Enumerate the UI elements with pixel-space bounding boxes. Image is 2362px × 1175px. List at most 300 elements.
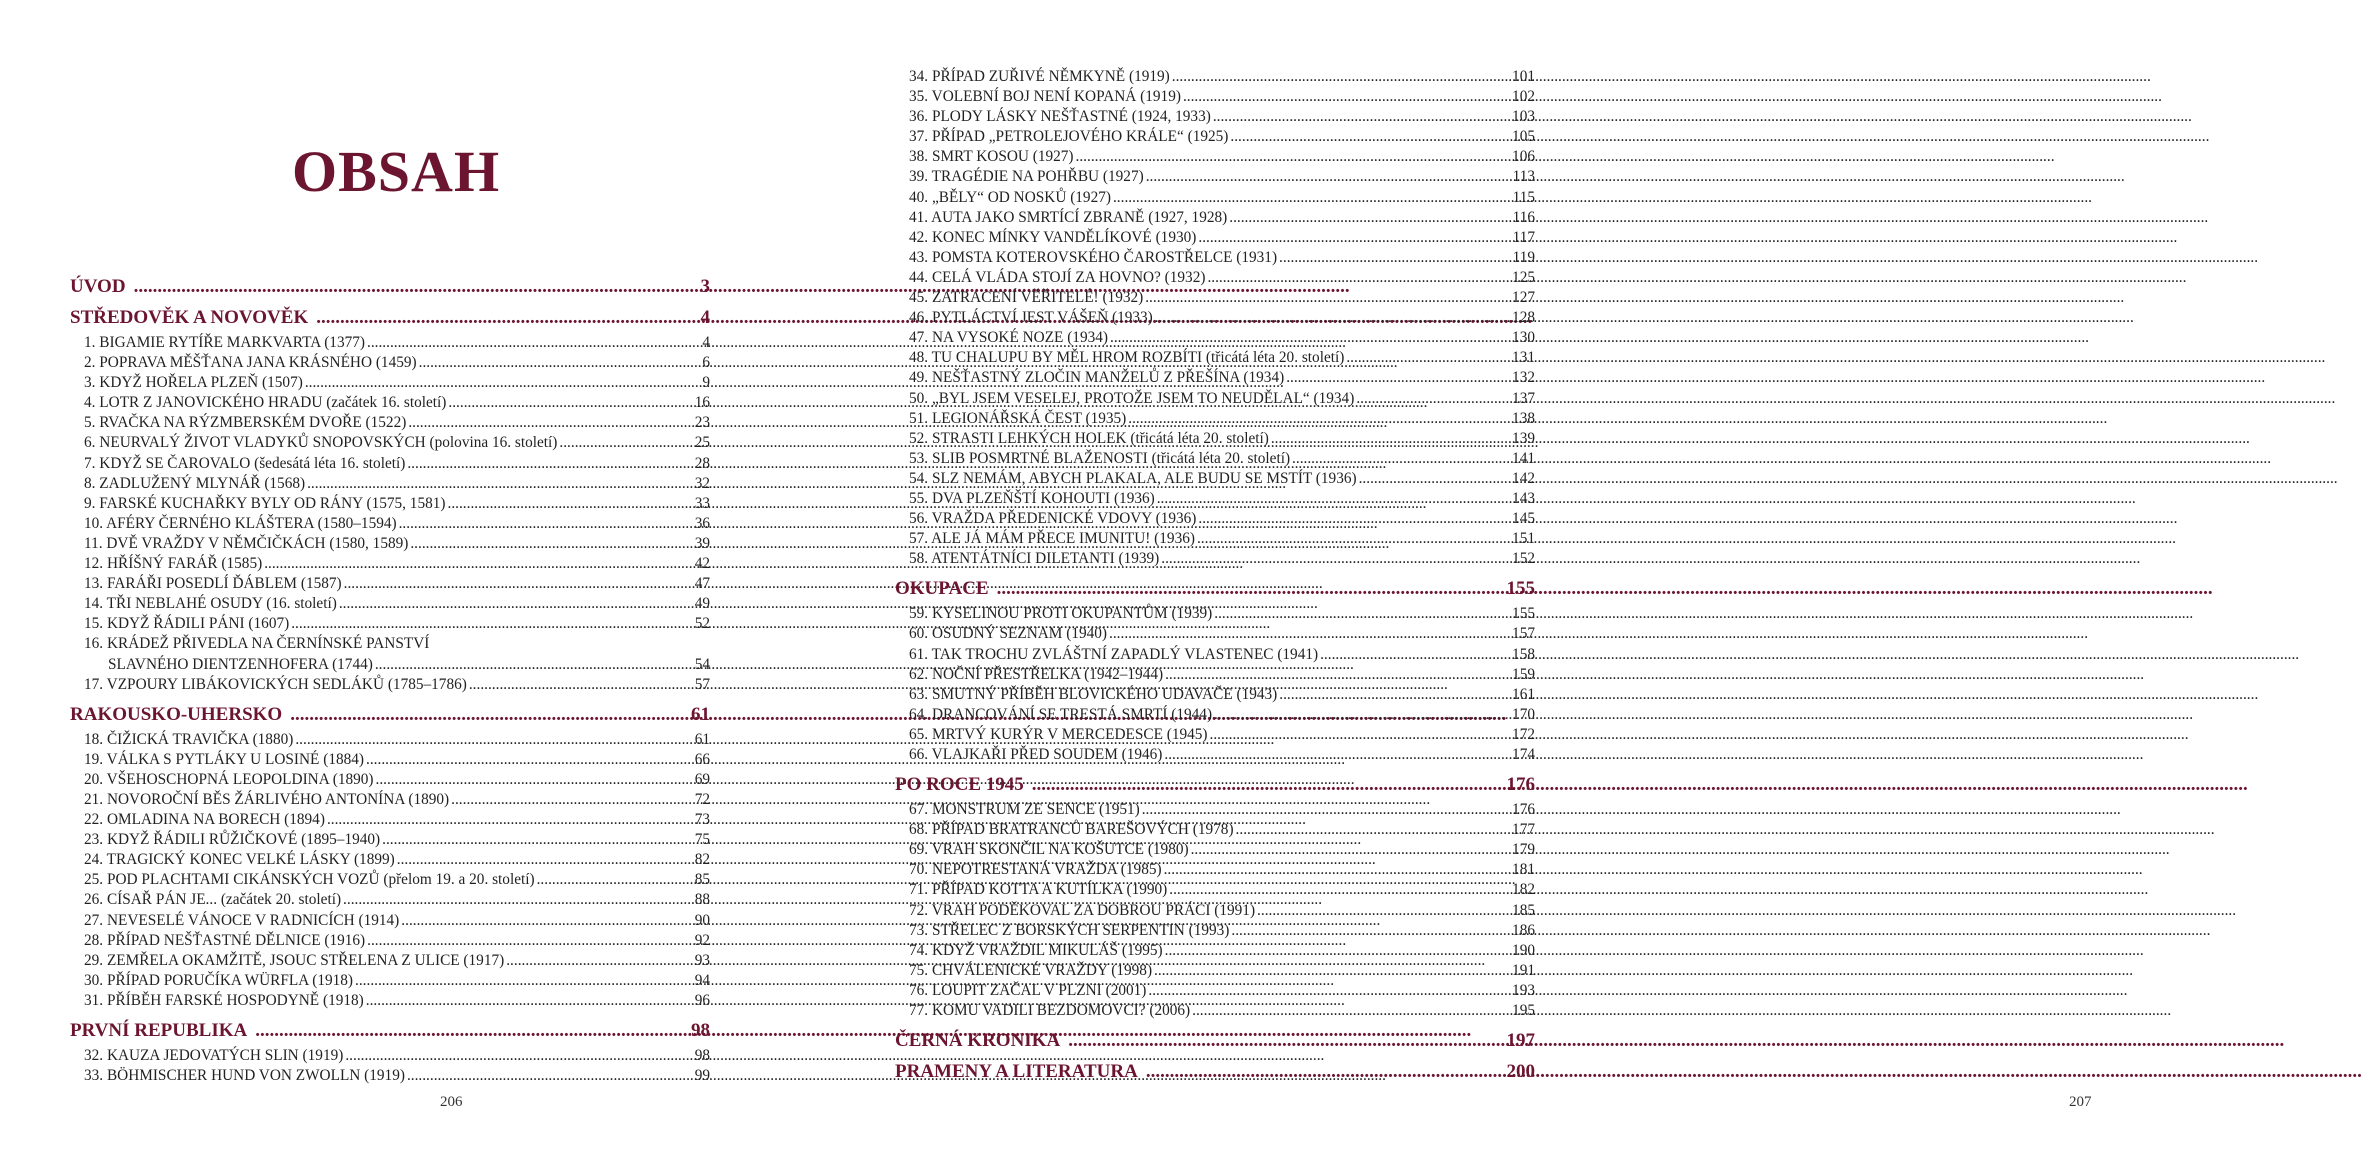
entry-title: 10. AFÉRY ČERNÉHO KLÁŠTERA (1580–1594)	[84, 514, 397, 532]
toc-entry[interactable]	[895, 510, 1535, 530]
toc-entry[interactable]	[895, 490, 1535, 510]
dot-leader	[1165, 942, 1510, 960]
dot-leader	[1068, 1030, 1500, 1052]
page-ref: 66	[694, 750, 710, 768]
dot-leader	[366, 751, 693, 769]
entry-title: 52. STRASTI LEHKÝCH HOLEK (třicátá léta 20. století)	[909, 429, 1269, 447]
toc-entry[interactable]	[895, 746, 1535, 766]
toc-entry[interactable]	[70, 851, 710, 871]
page-ref: 82	[694, 851, 710, 869]
page-ref: 61	[691, 703, 710, 725]
dot-leader	[366, 992, 693, 1010]
entry-title: 23. KDYŽ ŘÁDILI RŮŽIČKOVÉ (1895–1940)	[84, 831, 381, 849]
entry-title: 72. VRAH PODĚKOVAL ZA DOBROU PRÁCI (1991)	[909, 901, 1256, 919]
toc-entry[interactable]	[70, 394, 710, 414]
toc-entry[interactable]	[70, 475, 710, 495]
page-ref: 73	[694, 811, 710, 829]
dot-leader	[305, 374, 701, 392]
page-ref: 143	[1512, 489, 1535, 507]
toc-entry[interactable]	[70, 495, 710, 515]
entry-title: 13. FARÁŘI POSEDLÍ ĎÁBLEM (1587)	[84, 575, 342, 593]
page-ref: 52	[694, 615, 710, 633]
dot-leader	[1128, 410, 1510, 428]
page-ref: 159	[1512, 665, 1535, 683]
dot-leader	[1292, 450, 1510, 468]
page-ref: 182	[1512, 881, 1535, 899]
dot-leader	[376, 771, 693, 789]
toc-entry[interactable]	[895, 189, 1535, 209]
dot-leader	[1346, 349, 1510, 367]
entry-title: 22. OMLADINA NA BORECH (1894)	[84, 811, 325, 829]
entry-title: 49. NEŠŤASTNÝ ZLOČIN MANŽELŮ Z PŘEŠÍNA (1934)	[909, 369, 1285, 387]
dot-leader	[448, 394, 692, 412]
entry-title: 48. TU CHALUPU BY MĚL HROM ROZBÍTI (třicátá léta 20. století)	[909, 349, 1345, 367]
dot-leader	[291, 615, 692, 633]
entry-title: 47. NA VYSOKÉ NOZE (1934)	[909, 329, 1108, 347]
page-ref: 75	[694, 831, 710, 849]
entry-title: 44. CELÁ VLÁDA STOJÍ ZA HOVNO? (1932)	[909, 268, 1206, 286]
dot-leader	[316, 307, 694, 329]
entry-title: 62. NOČNÍ PŘESTŘELKA (1942–1944)	[909, 665, 1164, 683]
dot-leader	[1172, 68, 1510, 86]
toc-entry[interactable]	[895, 148, 1535, 168]
toc-entry[interactable]	[895, 329, 1535, 349]
toc-entry[interactable]	[895, 108, 1535, 128]
toc-entry[interactable]	[70, 515, 710, 535]
entry-title: 51. LEGIONÁŘSKÁ ČEST (1935)	[909, 409, 1127, 427]
toc-entry[interactable]	[70, 1047, 710, 1067]
page-ref: 90	[694, 911, 710, 929]
dot-leader	[339, 595, 693, 613]
entry-title: 20. VŠEHOSCHOPNÁ LEOPOLDINA (1890)	[84, 770, 374, 788]
section-title: ÚVOD	[70, 276, 126, 297]
dot-leader	[375, 656, 693, 674]
page-title: OBSAH	[292, 139, 501, 204]
dot-leader	[419, 354, 701, 372]
toc-entry[interactable]	[895, 470, 1535, 490]
entry-title: 26. CÍSAŘ PÁN JE... (začátek 20. století)	[84, 891, 342, 909]
page-ref: 23	[694, 414, 710, 432]
toc-entry[interactable]	[895, 390, 1535, 410]
toc-entry[interactable]	[70, 455, 710, 475]
page-ref: 151	[1512, 530, 1535, 548]
toc-section[interactable]	[895, 578, 1535, 601]
toc-entry[interactable]	[895, 962, 1535, 982]
dot-leader	[1146, 168, 1511, 186]
page-ref: 193	[1512, 981, 1535, 999]
dot-leader	[1279, 249, 1511, 267]
dot-leader	[1145, 289, 1510, 307]
entry-title: 4. LOTR Z JANOVICKÉHO HRADU (začátek 16. století)	[84, 394, 447, 412]
entry-title: 8. ZADLUŽENÝ MLYNÁŘ (1568)	[84, 474, 306, 492]
page-ref: 3	[700, 276, 710, 297]
entry-title: 14. TŘI NEBLAHÉ OSUDY (16. století)	[84, 595, 337, 613]
page-ref: 98	[691, 1020, 710, 1041]
page-ref: 32	[694, 474, 710, 492]
page-ref: 94	[694, 971, 710, 989]
entry-title: 58. ATENTÁTNÍCI DILETANTI (1939)	[909, 550, 1160, 568]
toc-entry[interactable]	[70, 354, 710, 374]
entry-title: 5. RVAČKA NA RÝZMBERSKÉM DVOŘE (1522)	[84, 414, 407, 432]
entry-title: 39. TRAGÉDIE NA POHŘBU (1927)	[909, 168, 1144, 186]
dot-leader	[1164, 861, 1510, 879]
toc-section[interactable]	[70, 276, 710, 299]
page-ref: 72	[694, 790, 710, 808]
section-title: PRVNÍ REPUBLIKA	[70, 1020, 248, 1041]
page-ref: 197	[1506, 1030, 1535, 1052]
section-title: STŘEDOVĚK A NOVOVĚK	[70, 307, 309, 328]
page-ref: 105	[1512, 128, 1535, 146]
entry-title: 21. NOVOROČNÍ BĚS ŽÁRLIVÉHO ANTONÍNA (1890)	[84, 790, 450, 808]
page-ref: 190	[1512, 941, 1535, 959]
toc-entry[interactable]	[70, 811, 710, 831]
toc-section[interactable]	[70, 1020, 710, 1043]
toc-entry[interactable]	[895, 625, 1535, 645]
entry-title: 28. PŘÍPAD NEŠŤASTNÉ DĚLNICE (1916)	[84, 931, 366, 949]
toc-entry[interactable]	[70, 615, 710, 635]
toc-entry[interactable]	[895, 982, 1535, 1002]
toc-entry[interactable]	[70, 535, 710, 555]
page-ref: 181	[1512, 861, 1535, 879]
page-ref: 131	[1512, 349, 1535, 367]
toc-entry[interactable]	[895, 821, 1535, 841]
toc-entry[interactable]	[895, 369, 1535, 389]
dot-leader	[537, 871, 693, 889]
page-ref: 152	[1512, 550, 1535, 568]
dot-leader	[355, 972, 693, 990]
dot-leader	[1271, 430, 1510, 448]
page-ref: 9	[702, 374, 710, 392]
page-ref: 96	[694, 991, 710, 1009]
toc-entry[interactable]	[70, 912, 710, 932]
entry-title: 73. STŘELEC Z BORSKÝCH SERPENTIN (1993)	[909, 921, 1230, 939]
toc-entry[interactable]	[895, 269, 1535, 289]
page-ref: 85	[694, 871, 710, 889]
dot-leader	[1183, 88, 1510, 106]
page-ref: 25	[694, 434, 710, 452]
toc-entry[interactable]	[895, 1002, 1535, 1022]
entry-title: 77. KOMU VADILI BEZDOMOVCI? (2006)	[909, 1002, 1191, 1020]
toc-entry[interactable]	[895, 209, 1535, 229]
toc-section[interactable]	[895, 774, 1535, 797]
page-ref: 113	[1512, 168, 1535, 186]
dot-leader	[1155, 309, 1510, 327]
page-ref: 155	[1506, 578, 1535, 600]
toc-entry[interactable]	[895, 450, 1535, 470]
entry-title: 63. SMUTNÝ PŘÍBĚH BLOVICKÉHO UDAVAČE (1943)	[909, 685, 1278, 703]
page-ref: 174	[1512, 746, 1535, 763]
entry-title: SLAVNÉHO DIENTZENHOFERA (1744)	[108, 655, 373, 673]
dot-leader	[997, 578, 1501, 600]
page-ref: 33	[694, 494, 710, 512]
toc-entry[interactable]	[895, 706, 1535, 726]
page-ref: 36	[694, 514, 710, 532]
toc-entry[interactable]	[70, 831, 710, 851]
page-ref: 155	[1512, 605, 1535, 623]
dot-leader	[1146, 1061, 1501, 1083]
entry-title: 66. VLAJKAŘI PŘED SOUDEM (1946)	[909, 746, 1163, 763]
toc-entry[interactable]	[70, 992, 710, 1012]
entry-title: 50. „BYL JSEM VESELEJ, PROTOŽE JSEM TO NEUDĚLAL“ (1934)	[909, 389, 1355, 407]
toc-section[interactable]	[70, 307, 710, 330]
page-ref: 4	[700, 307, 710, 328]
entry-title: 65. MRTVÝ KURÝR V MERCEDESCE (1945)	[909, 725, 1208, 743]
entry-title: 68. PŘÍPAD BRATRANCŮ BAREŠOVÝCH (1978)	[909, 821, 1234, 839]
dot-leader	[1076, 148, 1511, 166]
page-ref: 158	[1512, 645, 1535, 663]
page-ref: 125	[1512, 268, 1535, 286]
entry-title: 54. SLZ NEMÁM, ABYCH PLAKALA, ALE BUDU SE MSTÍT (1936)	[909, 469, 1357, 487]
entry-title: 9. FARSKÉ KUCHAŘKY BYLY OD RÁNY (1575, 1581)	[84, 494, 446, 512]
entry-title: 45. ZATRACENÍ VĚŘITELÉ! (1932)	[909, 289, 1144, 307]
entry-title: 17. VZPOURY LIBÁKOVICKÝCH SEDLÁKŮ (1785–1786)	[84, 675, 467, 693]
section-title: PRAMENY A LITERATURA	[895, 1061, 1138, 1083]
page-ref: 176	[1506, 774, 1535, 796]
page-ref: 16	[694, 394, 710, 412]
toc-entry[interactable]	[895, 249, 1535, 269]
page-ref: 132	[1512, 369, 1535, 387]
dot-leader	[382, 831, 693, 849]
toc-section[interactable]	[895, 1030, 1535, 1053]
toc-entry[interactable]	[895, 168, 1535, 188]
page-ref: 88	[694, 891, 710, 909]
dot-leader	[344, 575, 693, 593]
toc-entry[interactable]	[895, 410, 1535, 430]
page-ref: 93	[694, 951, 710, 969]
toc-list-left	[70, 276, 710, 1087]
entry-title: 43. POMSTA KOTEROVSKÉHO ČAROSTŘELCE (1931)	[909, 248, 1278, 266]
dot-leader	[1161, 550, 1510, 568]
toc-entry[interactable]	[895, 726, 1535, 746]
page-ref: 137	[1512, 389, 1535, 407]
entry-title: 25. POD PLACHTAMI CIKÁNSKÝCH VOZŮ (přelom 19. a 20. století)	[84, 871, 535, 889]
entry-title: 6. NEURVALÝ ŽIVOT VLADYKŮ SNOPOVSKÝCH (polovina 16. století)	[84, 434, 558, 452]
toc-section[interactable]	[895, 1061, 1535, 1084]
toc-entry[interactable]	[895, 922, 1535, 942]
page-ref: 103	[1512, 108, 1535, 126]
dot-leader	[345, 1047, 692, 1065]
entry-title: 15. KDYŽ ŘÁDILI PÁNI (1607)	[84, 615, 290, 633]
dot-leader	[1191, 841, 1510, 859]
entry-title: 70. NEPOTRESTANÁ VRAŽDA (1985)	[909, 861, 1162, 879]
page-ref: 57	[694, 675, 710, 693]
page-ref: 4	[702, 334, 710, 351]
dot-leader	[1169, 881, 1510, 899]
dot-leader	[327, 811, 693, 829]
entry-title: 40. „BĚLY“ OD NOSKŮ (1927)	[909, 188, 1111, 206]
dot-leader	[407, 455, 692, 473]
dot-leader	[1286, 369, 1510, 387]
toc-entry[interactable]	[70, 656, 710, 676]
toc-entry[interactable]	[895, 530, 1535, 550]
toc-entry[interactable]	[895, 605, 1535, 625]
toc-entry[interactable]	[70, 434, 710, 454]
toc-section[interactable]	[70, 704, 710, 727]
page-ref: 106	[1512, 148, 1535, 166]
dot-leader	[1148, 982, 1510, 1000]
page-ref: 186	[1512, 921, 1535, 939]
toc-entry[interactable]	[895, 550, 1535, 570]
dot-leader	[255, 1020, 685, 1042]
page-ref: 28	[694, 454, 710, 472]
right-page	[895, 0, 2092, 1175]
page-ref: 185	[1512, 901, 1535, 919]
toc-entry[interactable]	[70, 731, 710, 751]
entry-title: 29. ZEMŘELA OKAMŽITĚ, JSOUC STŘELENA Z ULICE (1917)	[84, 951, 505, 969]
toc-entry[interactable]	[895, 666, 1535, 686]
dot-leader	[1154, 962, 1510, 980]
toc-entry[interactable]	[70, 1067, 710, 1087]
dot-leader	[506, 952, 692, 970]
dot-leader	[367, 932, 693, 950]
toc-entry[interactable]	[895, 229, 1535, 249]
page-ref: 191	[1512, 961, 1535, 979]
page-ref: 115	[1512, 188, 1535, 206]
dot-leader	[264, 555, 693, 573]
toc-entry[interactable]	[70, 891, 710, 911]
entry-title: 53. SLIB POSMRTNÉ BLAŽENOSTI (třicátá léta 20. století)	[909, 449, 1291, 467]
page-ref: 116	[1512, 208, 1535, 226]
dot-leader	[1192, 1002, 1510, 1020]
toc-entry[interactable]	[70, 676, 710, 696]
dot-leader	[1113, 189, 1511, 207]
page-ref: 200	[1506, 1061, 1535, 1083]
toc-entry[interactable]	[895, 289, 1535, 309]
page-ref: 102	[1512, 88, 1535, 106]
entry-title: 36. PLODY LÁSKY NEŠŤASTNÉ (1924, 1933)	[909, 108, 1211, 126]
toc-entry[interactable]	[70, 932, 710, 952]
toc-entry[interactable]	[70, 414, 710, 434]
toc-entry[interactable]	[895, 902, 1535, 922]
dot-leader	[397, 851, 693, 869]
toc-entry[interactable]	[70, 751, 710, 771]
dot-leader	[1320, 646, 1510, 664]
toc-entry[interactable]	[895, 88, 1535, 108]
entry-title: 38. SMRT KOSOU (1927)	[909, 148, 1074, 166]
dot-leader	[1359, 470, 1510, 488]
page-ref: 42	[694, 555, 710, 573]
page-ref: 145	[1512, 510, 1535, 528]
dot-leader	[559, 434, 692, 452]
page-ref: 176	[1512, 801, 1535, 819]
entry-title: 30. PŘÍPAD PORUČÍKA WÜRFLA (1918)	[84, 971, 354, 989]
page-ref: 98	[694, 1047, 710, 1064]
toc-list-right	[895, 68, 1535, 1088]
page-ref: 179	[1512, 841, 1535, 859]
toc-entry[interactable]	[895, 801, 1535, 821]
section-title: RAKOUSKO-UHERSKO	[70, 703, 283, 725]
entry-title: 7. KDYŽ SE ČAROVALO (šedesátá léta 16. století)	[84, 454, 406, 472]
toc-entry[interactable]	[895, 861, 1535, 881]
page-ref: 157	[1512, 625, 1535, 643]
dot-leader	[343, 891, 693, 909]
page-ref: 39	[694, 534, 710, 552]
entry-title: 76. LOUPIT ZAČAL V PLZNI (2001)	[909, 981, 1147, 999]
entry-title: 3. KDYŽ HOŘELA PLZEŇ (1507)	[84, 374, 303, 392]
toc-entry[interactable]	[70, 575, 710, 595]
entry-title: 27. NEVESELÉ VÁNOCE V RADNICÍCH (1914)	[84, 911, 400, 929]
entry-title: 64. DRANCOVÁNÍ SE TRESTÁ SMRTÍ (1944)	[909, 705, 1213, 723]
page-ref: 99	[694, 1067, 710, 1085]
toc-entry[interactable]	[895, 309, 1535, 329]
dot-leader	[1257, 902, 1510, 920]
page-ref: 170	[1512, 705, 1535, 723]
entry-title: 60. OSUDNÝ SEZNAM (1940)	[909, 625, 1108, 643]
page-ref: 119	[1512, 248, 1535, 266]
toc-entry[interactable]	[895, 881, 1535, 901]
dot-leader	[1236, 821, 1511, 839]
dot-leader	[367, 334, 700, 352]
page-ref: 128	[1512, 309, 1535, 327]
dot-leader	[399, 515, 693, 533]
toc-entry[interactable]	[895, 942, 1535, 962]
entry-title: 35. VOLEBNÍ BOJ NENÍ KOPANÁ (1919)	[909, 88, 1181, 106]
page-ref: 6	[702, 354, 710, 372]
dot-leader	[1198, 510, 1510, 528]
entry-title: 1. BIGAMIE RYTÍŘE MARKVARTA (1377)	[84, 334, 365, 351]
dot-leader	[1210, 726, 1511, 744]
dot-leader	[1109, 625, 1510, 643]
toc-entry[interactable]	[70, 595, 710, 615]
toc-entry[interactable]	[70, 374, 710, 394]
page-ref: 92	[694, 931, 710, 949]
toc-entry[interactable]	[70, 635, 710, 655]
toc-entry[interactable]	[895, 686, 1535, 706]
entry-title: 2. POPRAVA MĚŠŤANA JANA KRÁSNÉHO (1459)	[84, 354, 417, 372]
page-ref: 47	[694, 575, 710, 593]
toc-entry[interactable]	[895, 349, 1535, 369]
entry-title: 56. VRAŽDA PŘEDENICKÉ VDOVY (1936)	[909, 510, 1197, 528]
entry-title: 34. PŘÍPAD ZUŘIVÉ NĚMKYNĚ (1919)	[909, 68, 1170, 85]
section-title: ČERNÁ KRONIKA	[895, 1030, 1061, 1052]
dot-leader	[295, 731, 692, 749]
toc-entry[interactable]	[895, 430, 1535, 450]
dot-leader	[1157, 490, 1510, 508]
toc-entry[interactable]	[70, 972, 710, 992]
page-ref: 127	[1512, 289, 1535, 307]
toc-entry[interactable]	[70, 555, 710, 575]
toc-entry[interactable]	[895, 841, 1535, 861]
dot-leader	[1198, 229, 1510, 247]
page-ref: 49	[694, 595, 710, 613]
toc-entry[interactable]	[895, 646, 1535, 666]
page-number: 206	[440, 1094, 463, 1110]
entry-title: 57. ALE JÁ MÁM PŘECE IMUNITU! (1936)	[909, 530, 1195, 548]
entry-title: 75. CHVÁLENICKÉ VRAŽDY (1998)	[909, 961, 1153, 979]
dot-leader	[1356, 390, 1510, 408]
page-ref: 195	[1512, 1002, 1535, 1020]
section-title: PO ROCE 1945	[895, 774, 1024, 796]
page-ref: 101	[1512, 68, 1535, 85]
toc-entry[interactable]	[70, 791, 710, 811]
dot-leader	[134, 276, 695, 298]
toc-entry[interactable]	[70, 771, 710, 791]
toc-entry[interactable]	[895, 128, 1535, 148]
toc-entry[interactable]	[895, 68, 1535, 88]
dot-leader	[290, 704, 685, 726]
dot-leader	[1032, 774, 1501, 796]
dot-leader	[1197, 530, 1510, 548]
dot-leader	[1230, 128, 1510, 146]
dot-leader	[469, 676, 693, 694]
entry-title: 67. MONSTRUM ZE SENCE (1951)	[909, 801, 1140, 819]
toc-entry[interactable]	[70, 952, 710, 972]
toc-entry[interactable]	[70, 334, 710, 354]
dot-leader	[1279, 686, 1510, 704]
entry-title: 61. TAK TROCHU ZVLÁŠTNÍ ZAPADLÝ VLASTENEC (1941)	[909, 645, 1319, 663]
entry-title: 71. PŘÍPAD KOTTA A KUTÍLKA (1990)	[909, 881, 1168, 899]
toc-entry[interactable]	[70, 871, 710, 891]
